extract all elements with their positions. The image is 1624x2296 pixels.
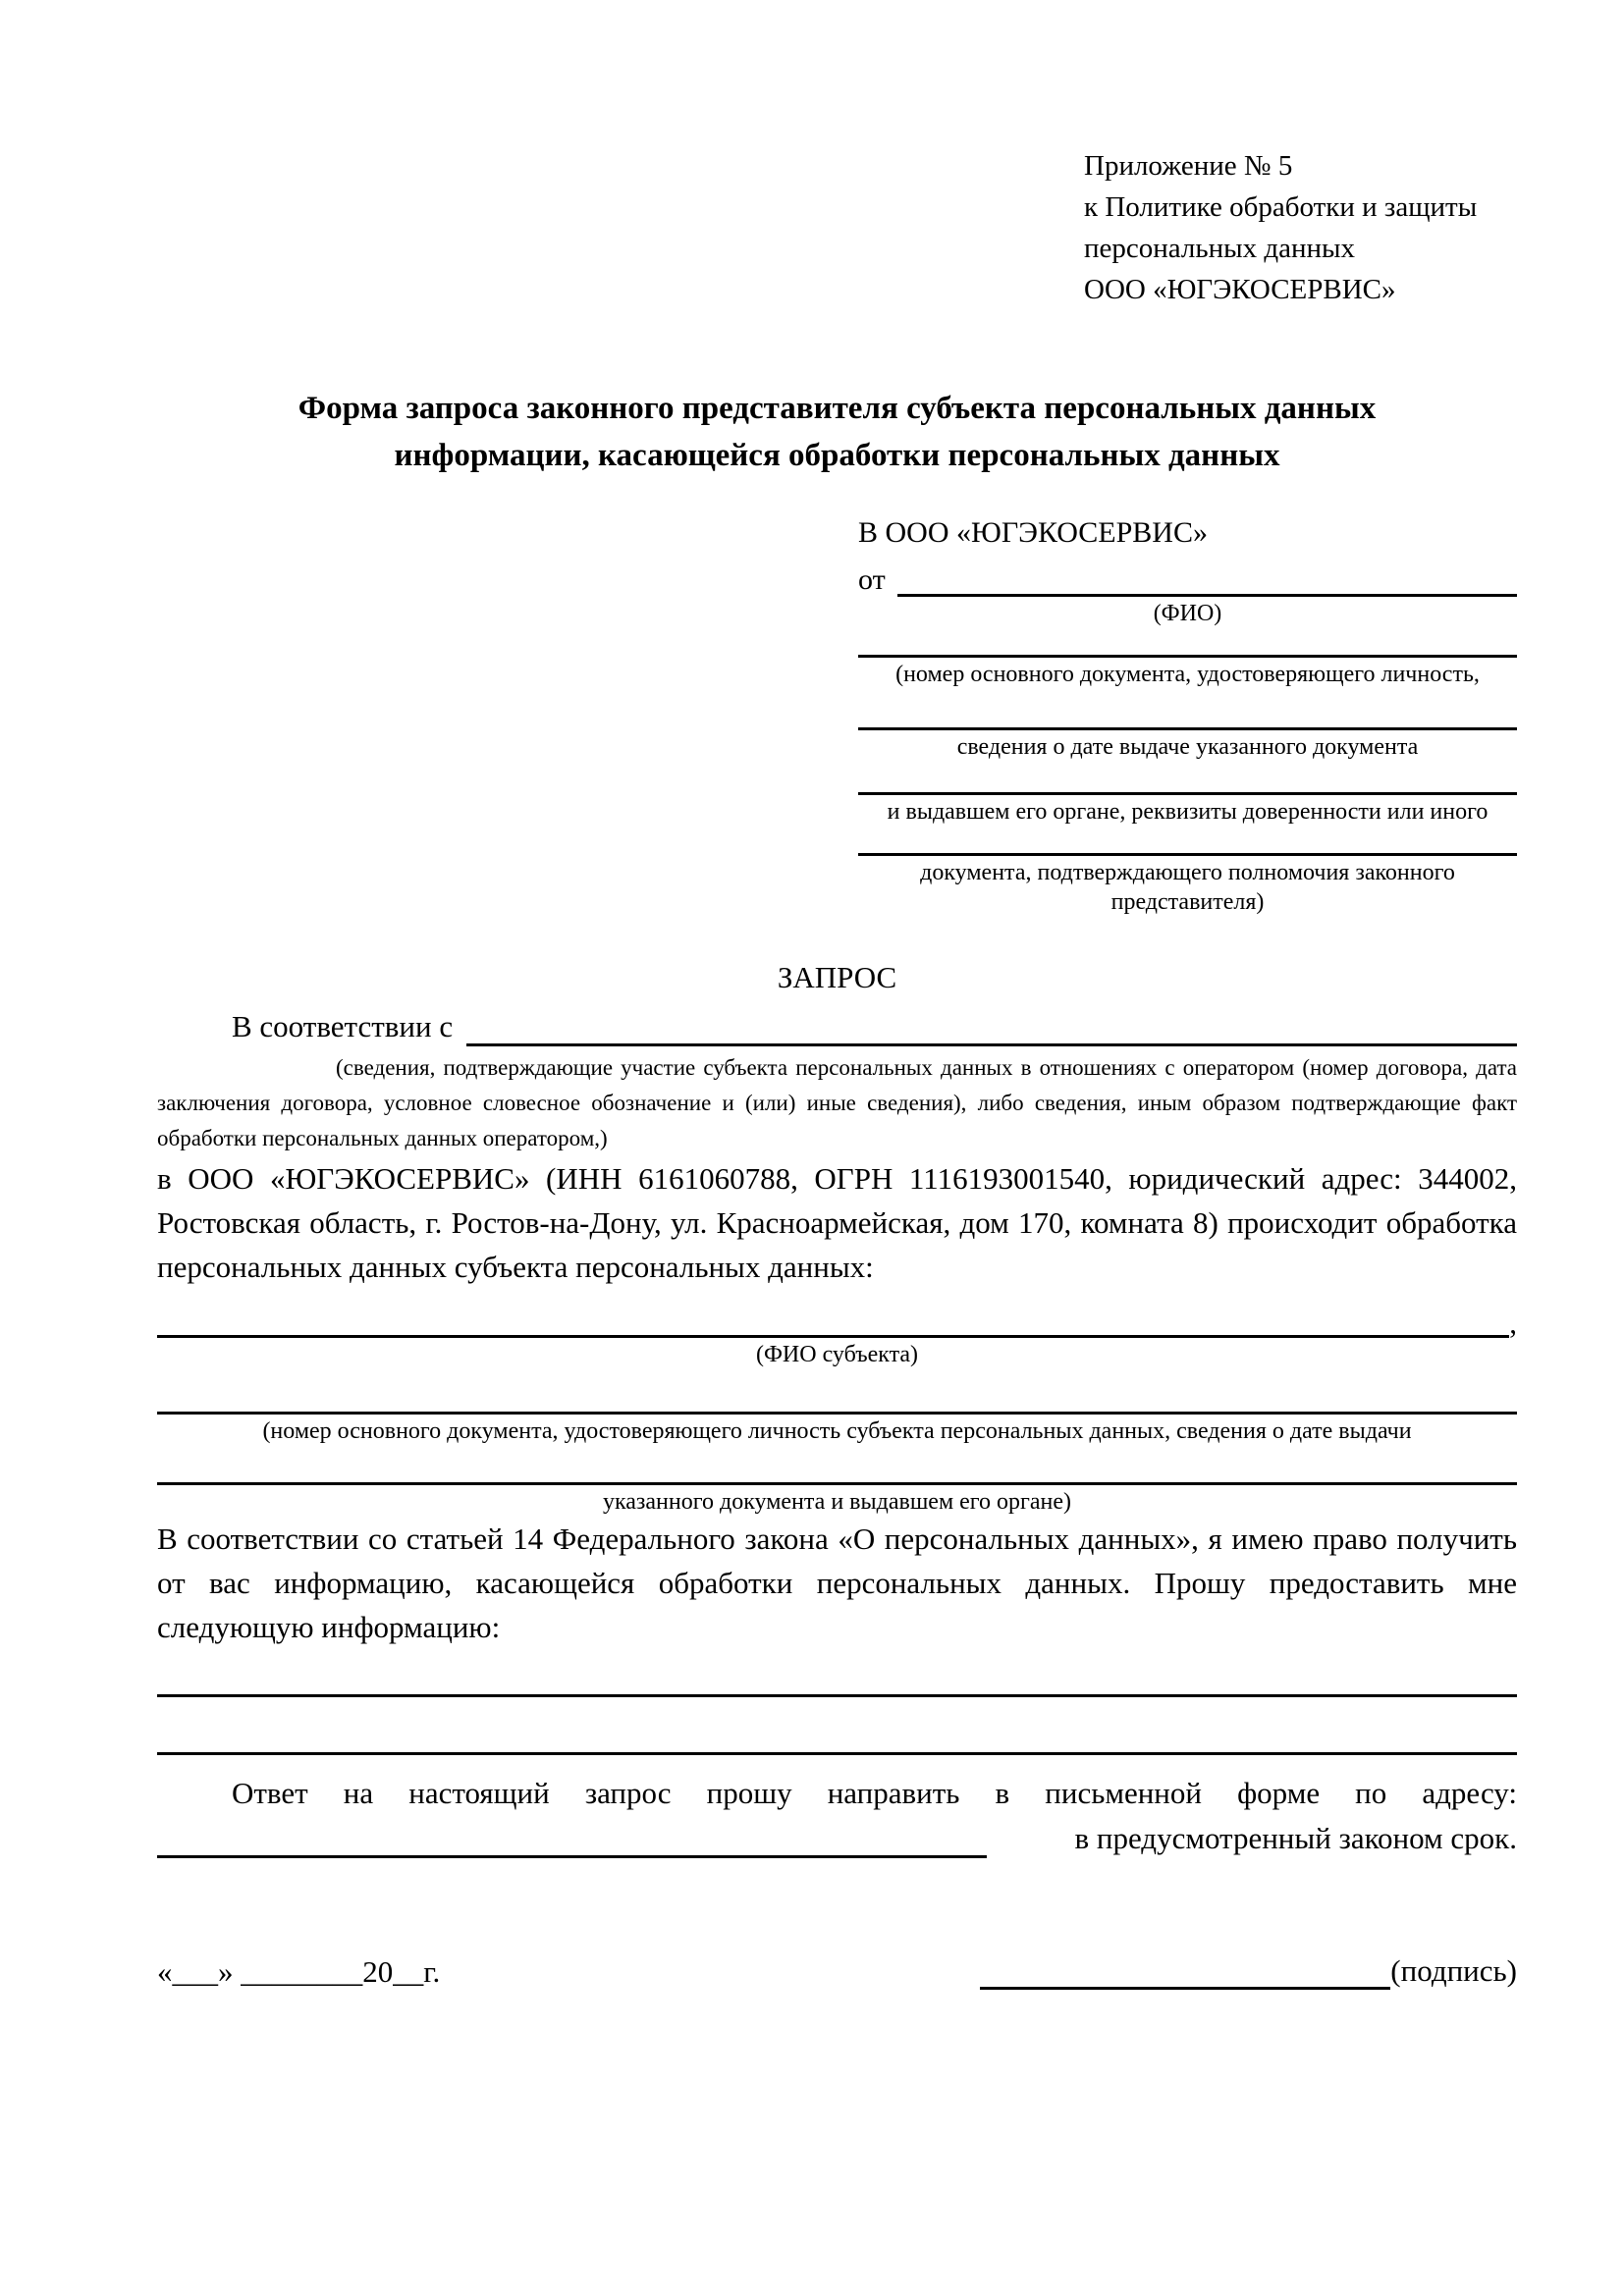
date-field: «___» ________20__г. (157, 1954, 441, 1989)
request-heading: ЗАПРОС (777, 960, 897, 994)
title-line-1: Форма запроса законного представителя субъекта персональных данных (298, 391, 1377, 426)
address-blank-line (157, 1817, 987, 1858)
subject-doc-blank-line-1 (157, 1377, 1517, 1415)
subject-doc-caption-1: (номер основного документа, удостоверяющего личность субъекта персональных данных, сведения о дате выдачи (262, 1418, 1412, 1444)
appendix-line-4: ООО «ЮГЭКОСЕРВИС» (1084, 274, 1396, 305)
authority-doc-blank-line (858, 827, 1517, 856)
accordance-row (157, 1003, 1517, 1046)
doc-number-caption: (номер основного документа, удостоверяющего личность, (895, 662, 1480, 687)
answer-address-row (157, 1815, 1517, 1858)
from-row (858, 558, 1517, 597)
subject-fio-row (157, 1301, 1517, 1338)
subject-fio-caption: (ФИО субъекта) (755, 1342, 919, 1367)
subject-fio-blank-line (157, 1335, 1509, 1338)
subject-doc-blank-line-2 (157, 1446, 1517, 1485)
issuing-authority-blank-line (858, 762, 1517, 795)
info-blank-line-2 (157, 1752, 1517, 1755)
addressee-block (858, 512, 1517, 917)
from-label: от (858, 563, 886, 596)
signature-group (980, 1952, 1517, 1990)
issuing-authority-caption: и выдавшем его органе, реквизиты доверенности или иного (887, 799, 1489, 825)
addressee-organization: В ООО «ЮГЭКОСЕРВИС» (858, 516, 1208, 549)
issue-date-blank-line (858, 689, 1517, 730)
footer-row (157, 1952, 1517, 1990)
doc-number-blank-line (858, 628, 1517, 658)
appendix-line-3: персональных данных (1084, 233, 1356, 264)
subject-comma: , (1509, 1306, 1517, 1340)
fio-caption: (ФИО) (1153, 601, 1222, 626)
document-title (157, 385, 1517, 479)
title-line-2: информации, касающейся обработки персональных данных (394, 438, 1280, 473)
accordance-lead: В соответствии с (232, 1009, 454, 1043)
signature-blank-line (980, 1956, 1390, 1990)
answer-tail: в предусмотренный законом срок. (1074, 1821, 1517, 1855)
appendix-block (1084, 145, 1517, 310)
signature-caption: (подпись) (1390, 1953, 1517, 1988)
subject-doc-caption-2: указанного документа и выдавшем его органе) (602, 1489, 1072, 1515)
representative-fio-blank-line (897, 594, 1517, 597)
issue-date-caption: сведения о дате выдаче указанного документа (956, 734, 1419, 760)
law-paragraph: В соответствии со статьей 14 Федерального закона «О персональных данных», я имею право получить от вас информацию, касающейся обработки персональных данных. Прошу предоставить мне следующую информацию: (157, 1522, 1517, 1644)
operator-paragraph: в ООО «ЮГЭКОСЕРВИС» (ИНН 6161060788, ОГРН 1116193001540, юридический адрес: 344002, Ростовская область, г. Ростов-на-Дону, ул. Красноармейская, дом 170, комната 8) происходит обработка персональных данных субъекта персональных данных: (157, 1161, 1517, 1284)
fine-print-note: (сведения, подтверждающие участие субъекта персональных данных в отношениях с оператором (номер договора, дата заключения договора, условное словесное обозначение и (или) иные сведения), либо сведения, иным образом подтверждающие факт обработки персональных данных оператором,) (157, 1055, 1517, 1150)
authority-doc-caption: документа, подтверждающего полномочия законного представителя) (920, 860, 1455, 915)
appendix-line-2: к Политике обработки и защиты (1084, 191, 1478, 223)
appendix-line-1: Приложение № 5 (1084, 150, 1293, 182)
answer-paragraph-lead: Ответ на настоящий запрос прошу направить в письменной форме по адресу: (232, 1776, 1517, 1810)
accordance-blank-line (466, 1043, 1517, 1046)
info-blank-line-1 (157, 1694, 1517, 1697)
